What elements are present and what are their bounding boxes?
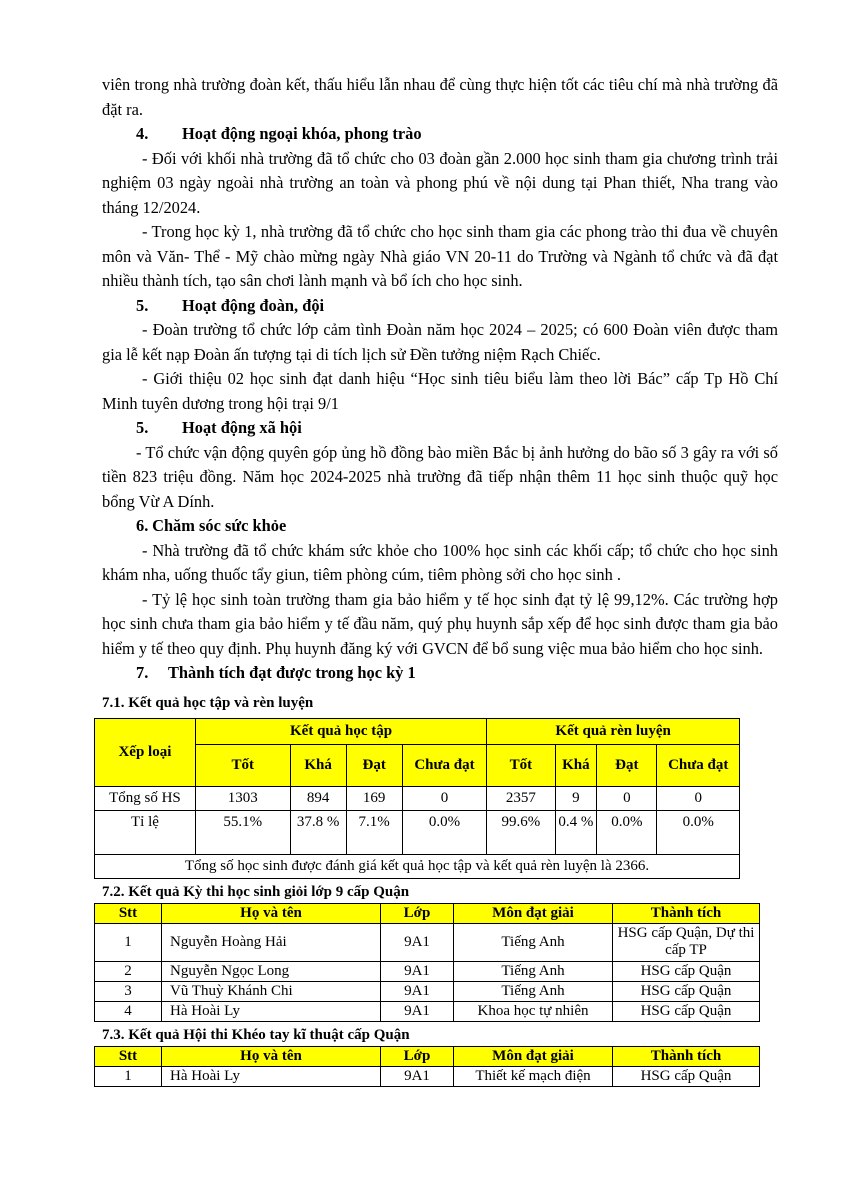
document-page bbox=[102, 73, 778, 1087]
section-5b-heading bbox=[102, 416, 778, 441]
table-cell: 9A1 bbox=[381, 1001, 454, 1021]
section-5a-heading bbox=[102, 294, 778, 319]
section-number: 6. bbox=[136, 516, 149, 535]
table-cell: 169 bbox=[346, 786, 402, 810]
table-cell: 1 bbox=[95, 923, 162, 961]
table-7-2-title: 7.2. Kết quả Kỳ thi học sinh giỏi lớp 9 cấp Quận bbox=[102, 883, 410, 900]
header-cell: Môn đạt giải bbox=[454, 1046, 613, 1066]
section-7-heading bbox=[102, 661, 778, 692]
header-cell: Đạt bbox=[346, 744, 402, 786]
table-cell: 0 bbox=[597, 786, 657, 810]
header-cell: Họ và tên bbox=[162, 1046, 381, 1066]
table-cell: 1 bbox=[95, 1066, 162, 1086]
hsg-table bbox=[94, 903, 760, 1022]
table-cell: 7.1% bbox=[346, 810, 402, 854]
paragraph: - Đối với khối nhà trường đã tổ chức cho 03 đoàn gần 2.000 học sinh tham gia chương trình trải nghiệm 03 ngày ngoài nhà trường an toàn và phong phú về nội dung tại Phan thiết, Nha trang vào tháng 12/2024. bbox=[102, 148, 778, 217]
paragraph: - Giới thiệu 02 học sinh đạt danh hiệu “Học sinh tiêu biểu làm theo lời Bác” cấp Tp Hồ Chí Minh tuyên dương trong hội trại 9/1 bbox=[102, 369, 778, 413]
results-table bbox=[94, 718, 740, 879]
header-cell: Stt bbox=[95, 1046, 162, 1066]
khieo-tay-table bbox=[94, 1046, 760, 1087]
section-number: 5. bbox=[136, 295, 149, 315]
header-cell: Tốt bbox=[487, 744, 555, 786]
table-row bbox=[95, 810, 740, 854]
table-cell: 9A1 bbox=[381, 923, 454, 961]
section-6-heading bbox=[102, 514, 778, 539]
table-cell: Tiếng Anh bbox=[454, 923, 613, 961]
table-cell: 0.4 % bbox=[555, 810, 597, 854]
table-cell: HSG cấp Quận bbox=[613, 961, 760, 981]
table-7-3-title: 7.3. Kết quả Hội thi Khéo tay kĩ thuật cấp Quận bbox=[102, 1026, 410, 1043]
table-cell: HSG cấp Quận bbox=[613, 1066, 760, 1086]
table-cell: Thiết kế mạch điện bbox=[454, 1066, 613, 1086]
header-cell: Chưa đạt bbox=[657, 744, 740, 786]
table-cell: 0 bbox=[657, 786, 740, 810]
table-row bbox=[95, 786, 740, 810]
table-cell: 55.1% bbox=[195, 810, 290, 854]
table-row bbox=[95, 854, 740, 878]
table-cell: 2357 bbox=[487, 786, 555, 810]
header-cell: Tốt bbox=[195, 744, 290, 786]
table-cell: Tỉ lệ bbox=[95, 810, 196, 854]
table-7-1-title: 7.1. Kết quả học tập và rèn luyện bbox=[102, 694, 314, 711]
header-cell: Họ và tên bbox=[162, 903, 381, 923]
table-cell: 0.0% bbox=[597, 810, 657, 854]
header-cell: Kết quả học tập bbox=[195, 718, 486, 744]
table-row bbox=[95, 1001, 760, 1021]
header-cell: Khá bbox=[290, 744, 346, 786]
section-title: Chăm sóc sức khỏe bbox=[152, 516, 287, 535]
header-cell: Thành tích bbox=[613, 903, 760, 923]
table-cell: Hà Hoài Ly bbox=[162, 1066, 381, 1086]
table-row bbox=[95, 981, 760, 1001]
header-cell: Lớp bbox=[381, 903, 454, 923]
paragraph: - Đoàn trường tổ chức lớp cảm tình Đoàn năm học 2024 – 2025; có 600 Đoàn viên được tham gia lễ kết nạp Đoàn ấn tượng tại di tích lịch sử Đền tưởng niệm Rạch Chiếc. bbox=[102, 320, 778, 364]
intro-paragraph: viên trong nhà trường đoàn kết, thấu hiểu lẫn nhau để cùng thực hiện tốt các tiêu chí mà nhà trường đã đặt ra. bbox=[102, 75, 778, 119]
table-cell: Khoa học tự nhiên bbox=[454, 1001, 613, 1021]
header-cell: Môn đạt giải bbox=[454, 903, 613, 923]
header-cell: Khá bbox=[555, 744, 597, 786]
paragraph: - Tỷ lệ học sinh toàn trường tham gia bảo hiểm y tế học sinh đạt tỷ lệ 99,12%. Các trường hợp học sinh chưa tham gia bảo hiểm y tế đầu năm, quý phụ huynh sắp xếp để học sinh được tham gia bảo hiểm y tế theo quy định. Phụ huynh đăng ký với GVCN để bổ sung việc mua bảo hiểm cho học sinh. bbox=[102, 589, 778, 658]
paragraph: - Trong học kỳ 1, nhà trường đã tổ chức cho học sinh tham gia các phong trào thi đua về chuyên môn và Văn- Thể - Mỹ chào mừng ngày Nhà giáo VN 20-11 do Trường và Ngành tổ chức và đã đạt nhiều thành tích, tạo sân chơi lành mạnh và bổ ích cho học sinh. bbox=[102, 222, 778, 290]
table-cell: 3 bbox=[95, 981, 162, 1001]
table-cell: 9 bbox=[555, 786, 597, 810]
section-title: Hoạt động ngoại khóa, phong trào bbox=[182, 124, 422, 143]
paragraph: - Tổ chức vận động quyên góp ủng hồ đồng bào miền Bắc bị ảnh hưởng do bão số 3 gây ra với số tiền 823 triệu đồng. Năm học 2024-2025 nhà trường đã tiếp nhận thêm 11 học sinh thuộc quỹ học bổng Vừ A Dính. bbox=[102, 442, 778, 511]
table-note: Tổng số học sinh được đánh giá kết quả học tập và kết quả rèn luyện là 2366. bbox=[95, 854, 740, 878]
table-cell: Nguyễn Hoàng Hải bbox=[162, 923, 381, 961]
section-number: 4. bbox=[136, 124, 149, 143]
table-cell: Vũ Thuỳ Khánh Chi bbox=[162, 981, 381, 1001]
section-title: Hoạt động đoàn, đội bbox=[182, 295, 325, 315]
table-cell: 1303 bbox=[195, 786, 290, 810]
table-cell: 0.0% bbox=[402, 810, 487, 854]
section-title: Hoạt động xã hội bbox=[182, 418, 302, 437]
table-cell: 37.8 % bbox=[290, 810, 346, 854]
header-cell: Đạt bbox=[597, 744, 657, 786]
paragraph: - Nhà trường đã tổ chức khám sức khỏe cho 100% học sinh các khối cấp; tổ chức cho học sinh khám nha, uống thuốc tẩy giun, tiêm phòng cúm, tiêm phòng sởi cho học sinh . bbox=[102, 540, 778, 584]
table-cell: Tiếng Anh bbox=[454, 981, 613, 1001]
table-cell: HSG cấp Quận bbox=[613, 981, 760, 1001]
section-title: Thành tích đạt được trong học kỳ 1 bbox=[168, 663, 416, 682]
table-row bbox=[95, 923, 760, 961]
header-cell: Thành tích bbox=[613, 1046, 760, 1066]
table-cell: 9A1 bbox=[381, 981, 454, 1001]
table-cell: HSG cấp Quận, Dự thi cấp TP bbox=[613, 923, 760, 961]
table-cell: 0 bbox=[402, 786, 487, 810]
header-cell: Xếp loại bbox=[95, 718, 196, 786]
table-cell: Tiếng Anh bbox=[454, 961, 613, 981]
table-cell: Tổng số HS bbox=[95, 786, 196, 810]
table-cell: 4 bbox=[95, 1001, 162, 1021]
table-cell: 2 bbox=[95, 961, 162, 981]
header-cell: Stt bbox=[95, 903, 162, 923]
table-cell: HSG cấp Quận bbox=[613, 1001, 760, 1021]
section-4-heading bbox=[102, 122, 778, 147]
table-cell: 894 bbox=[290, 786, 346, 810]
section-number: 7. bbox=[136, 663, 149, 682]
table-cell: 99.6% bbox=[487, 810, 555, 854]
table-cell: Nguyễn Ngọc Long bbox=[162, 961, 381, 981]
section-number: 5. bbox=[136, 418, 149, 437]
table-row bbox=[95, 1066, 760, 1086]
table-cell: Hà Hoài Ly bbox=[162, 1001, 381, 1021]
header-cell: Kết quả rèn luyện bbox=[487, 718, 740, 744]
table-cell: 9A1 bbox=[381, 961, 454, 981]
table-cell: 9A1 bbox=[381, 1066, 454, 1086]
table-cell: 0.0% bbox=[657, 810, 740, 854]
header-cell: Lớp bbox=[381, 1046, 454, 1066]
table-row bbox=[95, 961, 760, 981]
header-cell: Chưa đạt bbox=[402, 744, 487, 786]
